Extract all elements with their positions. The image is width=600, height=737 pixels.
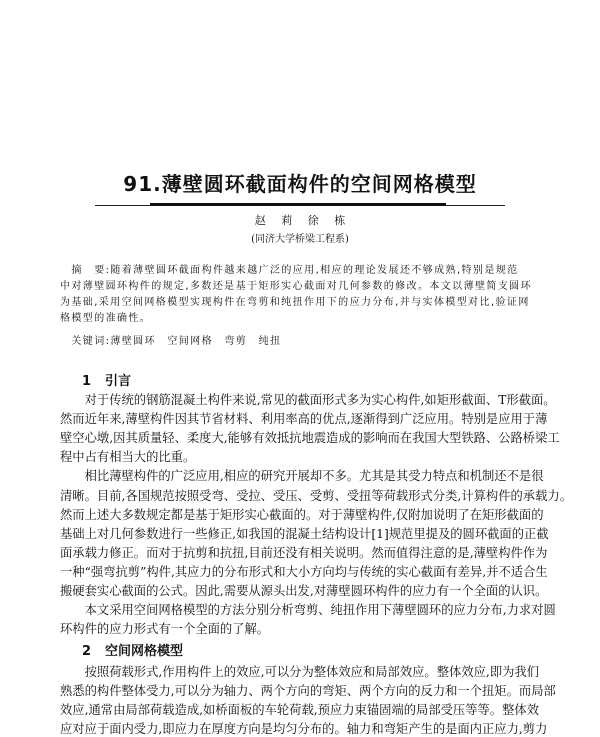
section-number: 1 xyxy=(82,374,92,389)
body-text-line: 应对应于面内受力,即应力在厚度方向是均匀分布的。轴力和弯矩产生的是面内正应力,剪力 xyxy=(60,722,548,737)
section-title: 引言 xyxy=(105,374,132,389)
body-text-line: 按照荷载形式,作用构件上的效应,可以分为整体效应和局部效应。整体效应,即为我们 xyxy=(60,665,540,679)
body-text-line: 效应,通常由局部荷载造成,如桥面板的车轮荷载,预应力束锚固端的局部受压等等。整体效 xyxy=(60,703,540,718)
body-text-line: 一种“强弯抗剪”构件,其应力的分布形式和大小方向均与传统的实心截面有差异,并不适合生 xyxy=(60,564,548,579)
abstract-line: 摘 要:随着薄壁圆环截面构件越来越广泛的应用,相应的理论发展还不够成熟,特别是规范 xyxy=(60,265,519,276)
body-text-line: 然而上述大多数规定都是基于矩形实心截面的。对于薄壁构件,仅附加说明了在矩形截面的 xyxy=(60,507,544,522)
abstract-line: 格模型的准确性。 xyxy=(60,313,152,324)
body-text-line: 基础上对几何参数进行一些修正,如我国的混凝土结构设计[1]规范里提及的圆环截面的正截 xyxy=(60,526,549,541)
body-text-line: 搬硬套实心截面的公式。因此,需要从源头出发,对薄壁圆环构件的应力有一个全面的认识。 xyxy=(60,584,548,598)
abstract-line: 为基础,采用空间网格模型实现构件在弯剪和纯扭作用下的应力分布,并与实体模型对比,验证网 xyxy=(60,297,530,308)
section-title: 空间网格模型 xyxy=(105,644,184,659)
authors: 赵 莉 徐 栋 xyxy=(254,214,346,227)
section-heading-2 xyxy=(82,640,183,659)
abstract-line: 中对薄壁圆环构件的规定,多数还是基于矩形实心截面对几何参数的修改。本文以薄壁简支圆环 xyxy=(60,281,532,292)
body-text-line: 熟悉的构件整体受力,可以分为轴力、两个方向的弯矩、两个方向的反力和一个扭矩。而局部 xyxy=(60,684,556,699)
body-text-line: 相比薄壁构件的广泛应用,相应的研究开展却不多。尤其是其受力特点和机制还不是很 xyxy=(60,469,544,484)
body-text-line: 清晰。目前,各国规范按照受弯、受拉、受压、受剪、受扭等荷载形式分类,计算构件的承载力。 xyxy=(60,488,572,503)
body-text-line: 然而近年来,薄壁构件因其节省材料、利用率高的优点,逐渐得到广泛应用。特别是应用于薄 xyxy=(60,412,548,427)
body-text-line: 程中占有相当大的比重。 xyxy=(60,450,196,465)
title-rule-thick xyxy=(150,203,446,206)
section-number: 2 xyxy=(82,644,92,659)
section-heading-1 xyxy=(82,370,131,389)
keywords: 关键词:薄壁圆环 空间网格 弯剪 纯扭 xyxy=(60,336,282,347)
body-text-line: 对于传统的钢筋混凝土构件来说,常见的截面形式多为实心构件,如矩形截面、T形截面。 xyxy=(60,393,556,407)
body-text-line: 面承载力修正。而对于抗剪和抗扭,目前还没有相关说明。然而值得注意的是,薄壁构件作为 xyxy=(60,545,548,560)
body-text-line: 壁空心墩,因其质量轻、柔度大,能够有效抵抗地震造成的影响而在我国大型铁路、公路桥梁工 xyxy=(60,431,560,446)
body-text-line: 本文采用空间网格模型的方法分别分析弯剪、纯扭作用下薄壁圆环的应力分布,力求对圆 xyxy=(60,603,556,618)
paper-title: 91.薄壁圆环截面构件的空间网格模型 xyxy=(123,172,477,196)
body-text-line: 环构件的应力形式有一个全面的了解。 xyxy=(60,622,270,637)
affiliation: (同济大学桥梁工程系) xyxy=(251,234,349,245)
